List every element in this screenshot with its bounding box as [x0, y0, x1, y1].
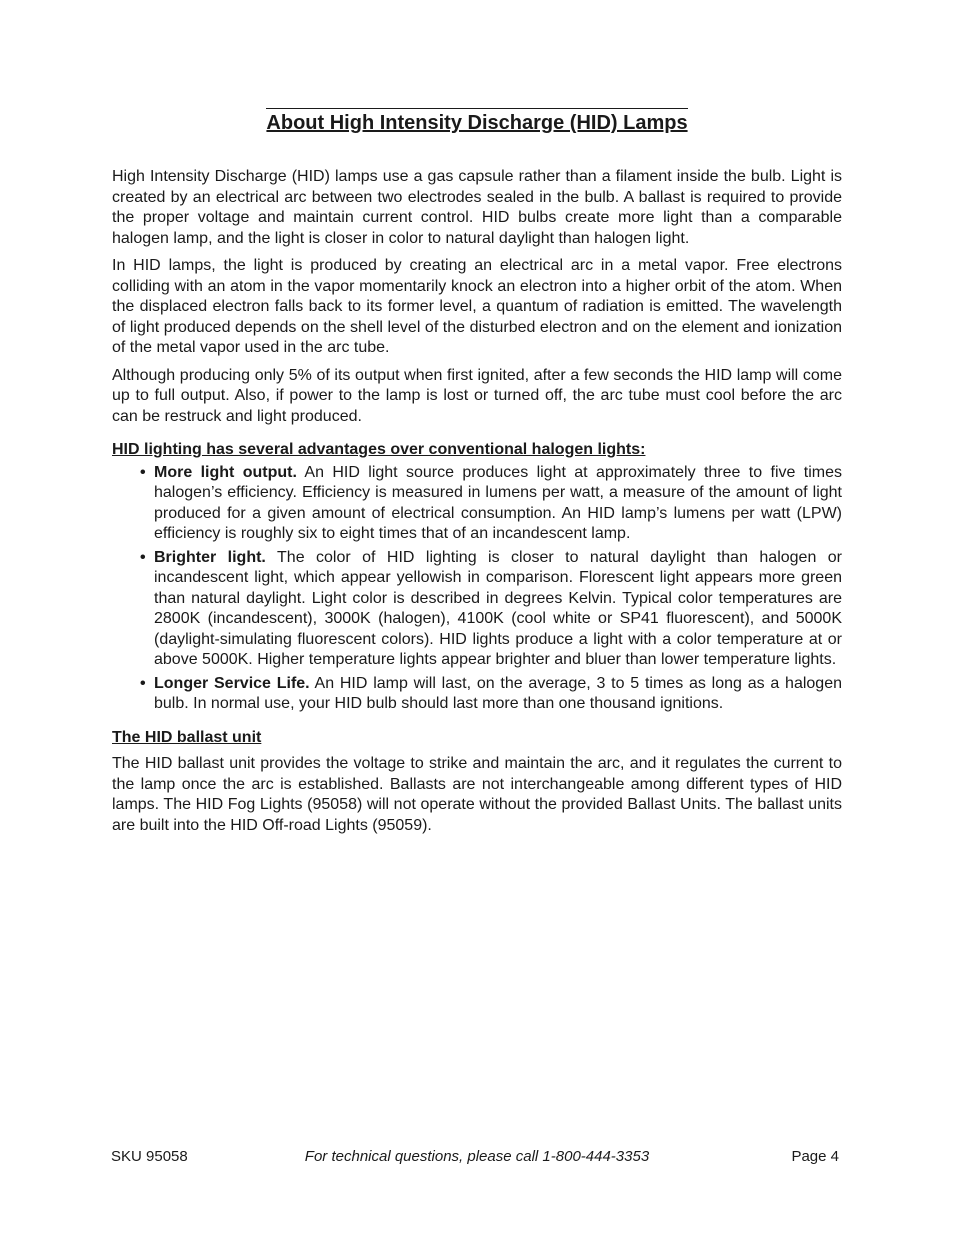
- intro-paragraph-1: High Intensity Discharge (HID) lamps use a gas capsule rather than a filament inside the bulb. Light is created by an electrical arc between two electrodes sealed in the bulb. A ballast is required to provide the proper voltage and maintain current control. HID bulbs create more light than a comparable halogen lamp, and the light is closer in color to natural daylight than halogen light.: [112, 168, 842, 247]
- page-footer: [0, 1148, 954, 1168]
- intro-paragraph-3: Although producing only 5% of its output when first ignited, after a few seconds the HID lamp will come up to full output. Also, if power to the lamp is lost or turned off, the arc tube must cool before the arc can be restruck and light produced.: [112, 366, 842, 425]
- advantage-item: [112, 674, 842, 715]
- intro-paragraph-2: In HID lamps, the light is produced by creating an electrical arc in a metal vapor. Free electrons colliding with an atom in the vapor momentarily knock an electron into a higher orbit of the atom. When the displaced electron falls back to its former level, a quantum of radiation is emitted. The wavelength of light produced depends on the shell level of the disturbed electron and on the element and ionization of the metal vapor used in the arc tube.: [112, 257, 842, 356]
- advantage-text: An HID lamp will last, on the average, 3 to 5 times as long as a halogen bulb. In normal use, your HID bulb should last more than one thousand ignitions.: [154, 674, 843, 712]
- advantage-text: The color of HID lighting is closer to natural daylight than halogen or incandescent light, which appear yellowish in comparison. Florescent light appears more green than natural daylight. Light color is described in degrees Kelvin. Typical color temperatures are 2800K (incandescent), 3000K (halogen), 4100K (cool white or SP41 fluorescent), and 5000K (daylight-simulating fluorescent colors). HID lights produce a light with a color temperature at or above 5000K. Higher temperature lights appear brighter and bluer than lower temperature lights.: [154, 548, 842, 668]
- advantages-list: [112, 463, 842, 715]
- footer-sku: SKU 95058: [111, 1148, 188, 1165]
- advantage-item: [112, 548, 842, 671]
- advantage-lead: More light output.: [154, 463, 297, 481]
- body-text: [112, 167, 842, 843]
- advantage-lead: Longer Service Life.: [154, 674, 310, 692]
- ballast-paragraph: The HID ballast unit provides the voltage to strike and maintain the arc, and it regulates the current to the lamp once the arc is established. Ballasts are not interchangeable among different types of HID lamps. The HID Fog Lights (95058) will not operate without the provided Ballast Units. The ballast units are built into the HID Off-road Lights (95059).: [112, 755, 842, 834]
- bullet-icon: •: [140, 463, 146, 481]
- ballast-heading: The HID ballast unit: [112, 728, 262, 746]
- footer-contact: For technical questions, please call 1-800-444-3353: [304, 1148, 650, 1165]
- bullet-icon: •: [140, 674, 146, 692]
- advantages-heading: HID lighting has several advantages over conventional halogen lights:: [112, 441, 646, 458]
- advantage-text: An HID light source produces light at approximately three to five times halogen’s efficiency. Efficiency is measured in lumens per watt, a measure of the amount of light produced for a given amount of electrical consumption. An HID lamp’s lumens per watt (LPW) efficiency is roughly six to eight times that of an incandescent lamp.: [154, 463, 842, 542]
- bullet-icon: •: [140, 548, 146, 566]
- page-title: About High Intensity Discharge (HID) Lamps: [266, 108, 687, 136]
- title-container: [0, 108, 954, 136]
- advantage-lead: Brighter light.: [154, 548, 266, 566]
- advantage-item: [112, 463, 842, 545]
- footer-page-number: Page 4: [791, 1148, 839, 1165]
